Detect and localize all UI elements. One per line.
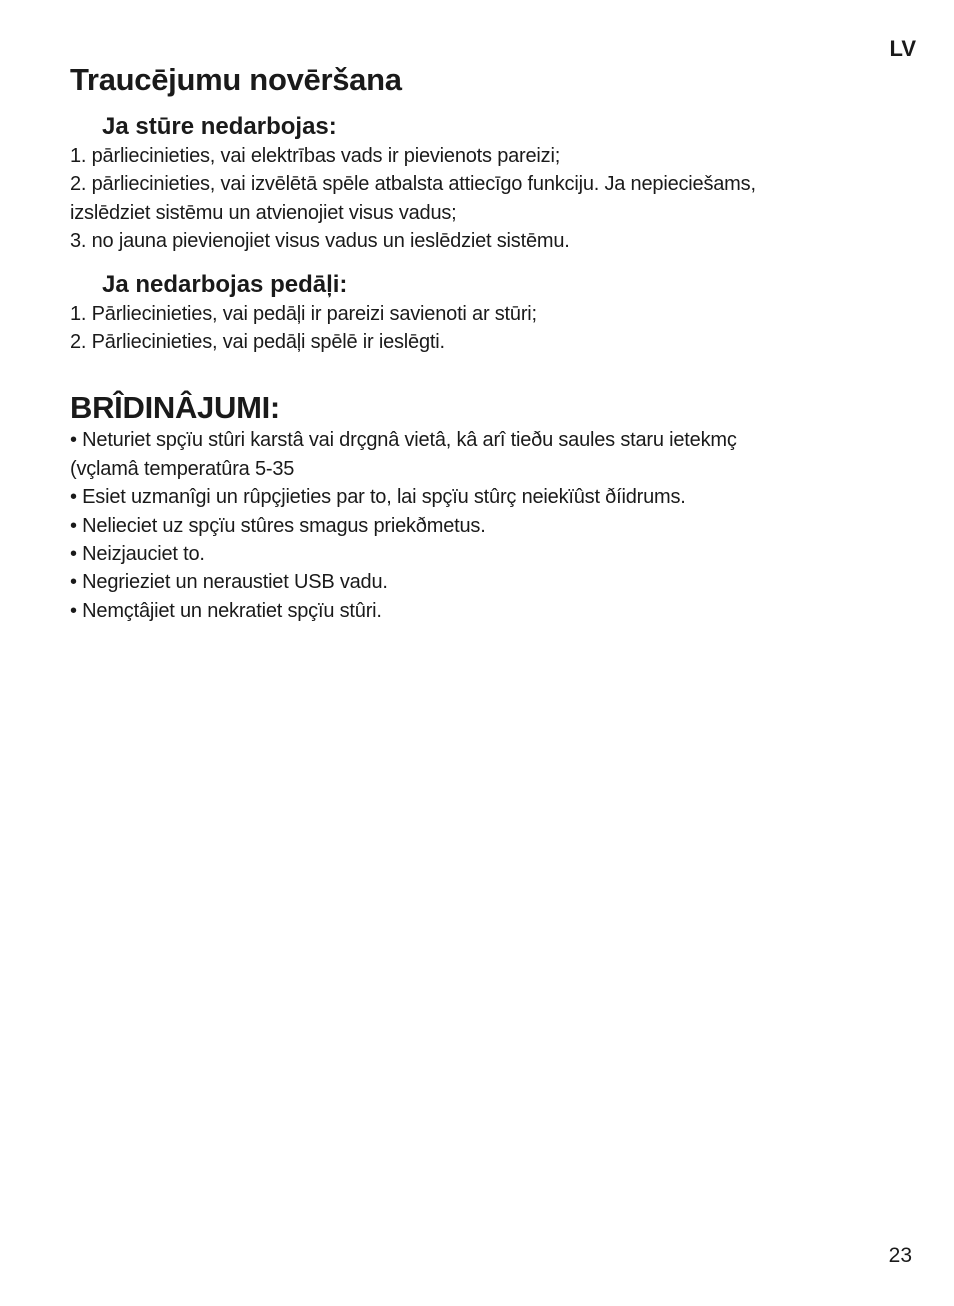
pedals-section-heading: Ja nedarbojas pedāļi: — [102, 270, 348, 298]
warnings-list — [70, 426, 910, 625]
page-content — [70, 62, 910, 625]
warning-line: • Nelieciet uz spçïu stûres smagus priekðmetus. — [70, 514, 486, 537]
warning-line: • Negrieziet un neraustiet USB vadu. — [70, 571, 388, 594]
wheel-step-line: 1. pārliecinieties, vai elektrības vads ir pievienots pareizi; — [70, 145, 561, 167]
wheel-steps-list — [70, 142, 910, 256]
wheel-step-line: 3. no jauna pievienojiet visus vadus un ieslēdziet sistēmu. — [70, 230, 570, 253]
pedals-not-working-section — [70, 270, 910, 357]
page-number: 23 — [888, 1244, 912, 1267]
warnings-title: BRÎDINÂJUMI: — [70, 390, 280, 426]
pedals-steps-list — [70, 300, 910, 357]
warning-line: • Nemçtâjiet un nekratiet spçïu stûri. — [70, 599, 382, 622]
pedals-step-line: 2. Pārliecinieties, vai pedāļi spēlē ir ieslēgti. — [70, 331, 445, 354]
wheel-not-working-section — [70, 112, 910, 256]
warning-line: • Esiet uzmanîgi un rûpçjieties par to, lai spçïu stûrç neiekïûst ðíidrums. — [70, 486, 686, 509]
language-tag: LV — [889, 36, 916, 61]
pedals-step-line: 1. Pārliecinieties, vai pedāļi ir pareizi savienoti ar stūri; — [70, 302, 537, 325]
wheel-step-line: 2. pārliecinieties, vai izvēlētā spēle atbalsta attiecīgo funkciju. Ja nepieciešams, — [70, 173, 756, 196]
troubleshooting-section — [70, 62, 910, 356]
warning-line: (vçlamâ temperatûra 5-35 — [70, 457, 295, 480]
wheel-section-heading: Ja stūre nedarbojas: — [102, 113, 337, 140]
troubleshooting-title: Traucējumu novēršana — [70, 62, 402, 97]
warning-line: • Neturiet spçïu stûri karstâ vai drçgnâ vietâ, kâ arî tieðu saules staru ietekmç — [70, 429, 737, 452]
warning-line: • Neizjauciet to. — [70, 543, 205, 566]
wheel-step-line: izslēdziet sistēmu un atvienojiet visus vadus; — [70, 201, 457, 224]
warnings-section — [70, 390, 910, 625]
